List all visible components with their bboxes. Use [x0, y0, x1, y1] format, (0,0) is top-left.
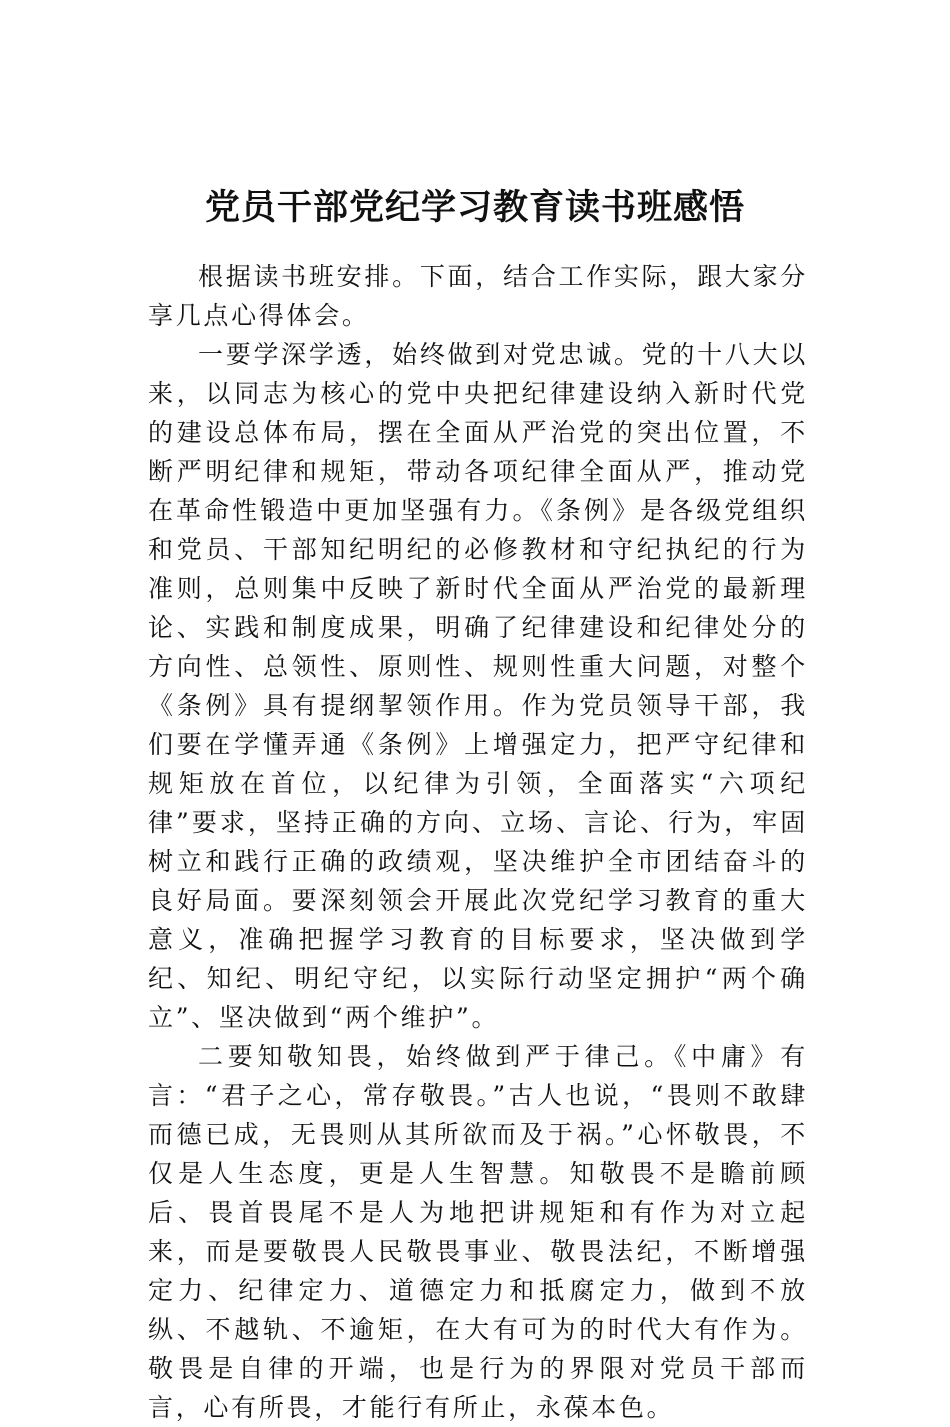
paragraph-intro: 根据读书班安排。下面，结合工作实际，跟大家分享几点心得体会。	[148, 262, 808, 330]
paragraph-point-one: 一要学深学透，始终做到对党忠诚。党的十八大以来，以同志为核心的党中央把纪律建设纳入新时代党的建设总体布局，摆在全面从严治党的突出位置，不断严明纪律和规矩，带动各项纪律全面从严，推动党在革命性锻造中更加坚强有力。《条例》是各级党组织和党员、干部知纪明纪的必修教材和守纪执纪的行为准则，总则集中反映了新时代全面从严治党的最新理论、实践和制度成果，明确了纪律建设和纪律处分的方向性、总领性、原则性、规则性重大问题，对整个《条例》具有提纲挈领作用。作为党员领导干部，我们要在学懂弄通《条例》上增强定力，把严守纪律和规矩放在首位，以纪律为引领，全面落实“六项纪律”要求，坚持正确的方向、立场、言论、行为，牢固树立和践行正确的政绩观，坚决维护全市团结奋斗的良好局面。要深刻领会开展此次党纪学习教育的重大意义，准确把握学习教育的目标要求，坚决做到学纪、知纪、明纪守纪，以实际行动坚定拥护“两个确立”、坚决做到“两个维护”。	[148, 340, 808, 1032]
document-title: 党员干部党纪学习教育读书班感悟	[204, 187, 745, 229]
document-body	[148, 257, 808, 1427]
paragraph-point-two: 二要知敬知畏，始终做到严于律己。《中庸》有言：“君子之心，常存敬畏。”古人也说，“畏则不敢肆而德已成，无畏则从其所欲而及于祸。”心怀敬畏，不仅是人生态度，更是人生智慧。知敬畏不是瞻前顾后、畏首畏尾不是人为地把讲规矩和有作为对立起来，而是要敬畏人民敬畏事业、敬畏法纪，不断增强定力、纪律定力、道德定力和抵腐定力，做到不放纵、不越轨、不逾矩，在大有可为的时代大有作为。敬畏是自律的开端，也是行为的界限对党员干部而言，心有所畏，才能行有所止，永葆本色。	[148, 1042, 808, 1422]
